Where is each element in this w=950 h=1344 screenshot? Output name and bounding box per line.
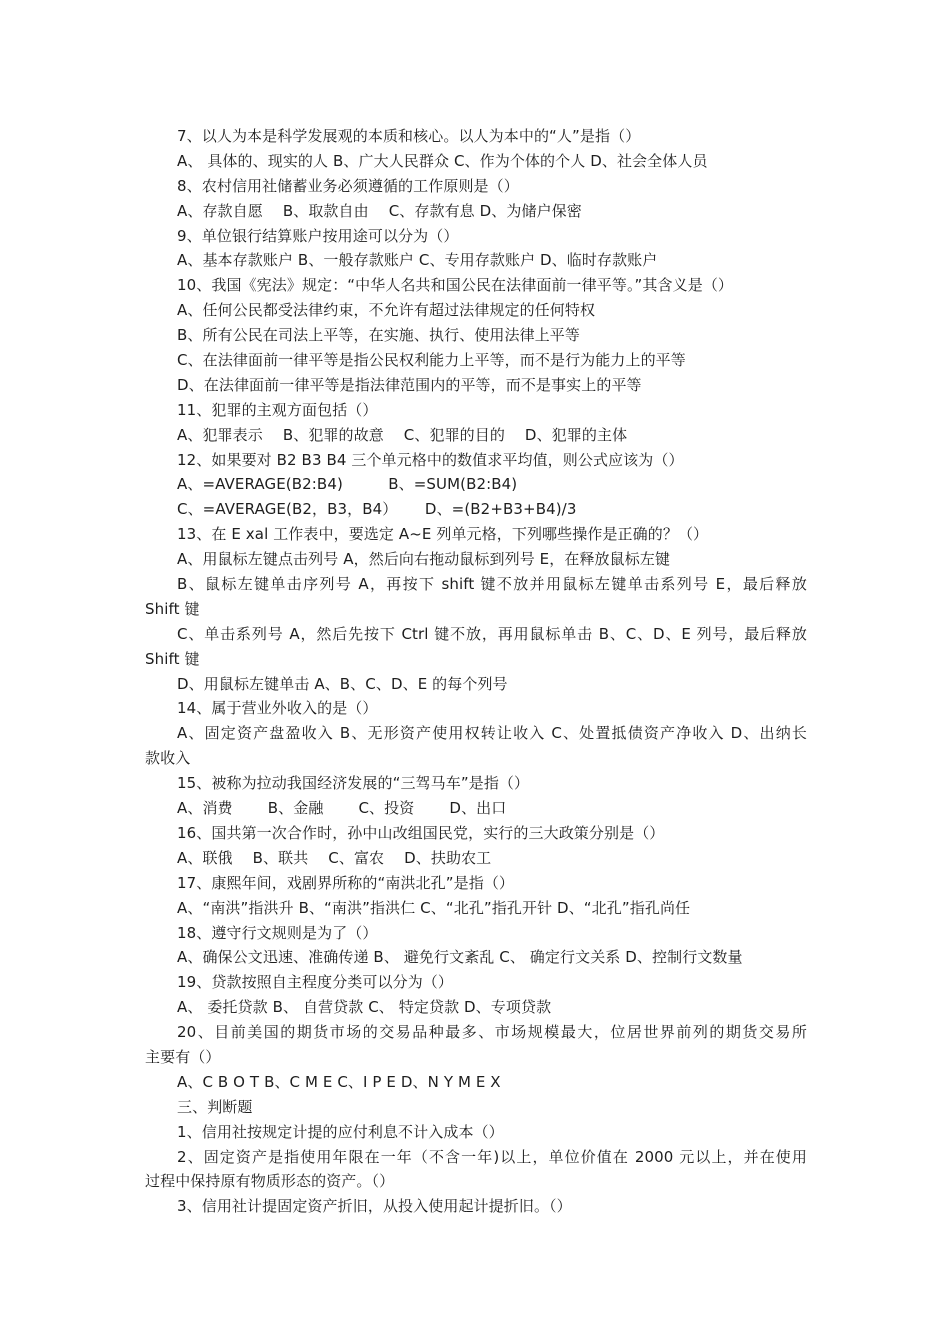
question-9: 9、单位银行结算账户按用途可以分为（）	[177, 226, 459, 245]
section-heading-judgment: 三、判断题	[177, 1097, 253, 1116]
question-20-options: A、C B O T B、C M E C、I P E D、N Y M E X	[177, 1072, 501, 1091]
question-16-options: A、联俄 B、联共 C、富农 D、扶助农工	[177, 848, 492, 867]
question-11: 11、犯罪的主观方面包括（）	[177, 400, 378, 419]
question-10: 10、我国《宪法》规定：“中华人名共和国公民在法律面前一律平等。”其含义是（）	[177, 276, 734, 295]
question-14-options-cont: 款收入	[145, 749, 191, 768]
question-14: 14、属于营业外收入的是（）	[177, 699, 378, 718]
question-7-options: A、 具体的、现实的人 B、广大人民群众 C、作为个体的个人 D、社会全体人员	[177, 151, 708, 170]
question-20: 20、目前美国的期货市场的交易品种最多、市场规模最大，位居世界前列的期货交易所	[177, 1023, 807, 1042]
question-9-options: A、基本存款账户 B、一般存款账户 C、专用存款账户 D、临时存款账户	[177, 251, 658, 270]
question-10-option-c: C、在法律面前一律平等是指公民权利能力上平等，而不是行为能力上的平等	[177, 351, 686, 370]
question-10-option-b: B、所有公民在司法上平等，在实施、执行、使用法律上平等	[177, 326, 580, 345]
question-17: 17、康熙年间，戏剧界所称的“南洪北孔”是指（）	[177, 873, 515, 892]
question-12: 12、如果要对 B2 B3 B4 三个单元格中的数值求平均值，则公式应该为（）	[177, 450, 684, 469]
question-12-options-cd: C、=AVERAGE(B2，B3，B4） D、=(B2+B3+B4)/3	[177, 500, 577, 519]
question-7: 7、以人为本是科学发展观的本质和核心。以人为本中的“人”是指（）	[177, 127, 641, 145]
question-8: 8、农村信用社储蓄业务必须遵循的工作原则是（）	[177, 176, 519, 195]
judgment-2: 2、固定资产是指使用年限在一年（不含一年)以上，单位价值在 2000 元以上，并在使用	[177, 1147, 807, 1166]
question-12-options-ab: A、=AVERAGE(B2:B4) B、=SUM(B2:B4)	[177, 475, 518, 494]
question-13-option-a: A、用鼠标左键点击列号 A，然后向右拖动鼠标到列号 E，在释放鼠标左键	[177, 550, 671, 569]
question-11-options: A、犯罪表示 B、犯罪的故意 C、犯罪的目的 D、犯罪的主体	[177, 425, 628, 444]
question-13-option-c-cont: Shift 键	[145, 649, 200, 668]
question-19-options: A、 委托贷款 B、 自营贷款 C、 特定贷款 D、专项贷款	[177, 998, 552, 1017]
question-13-option-b: B、鼠标左键单击序列号 A，再按下 shift 键不放并用鼠标左键单击系列号 E，最后释放	[177, 575, 807, 594]
judgment-3: 3、信用社计提固定资产折旧，从投入使用起计提折旧。（）	[177, 1197, 572, 1216]
question-20-cont: 主要有（）	[145, 1047, 221, 1066]
question-18: 18、遵守行文规则是为了（）	[177, 923, 378, 942]
question-13-option-c: C、单击系列号 A，然后先按下 Ctrl 键不放，再用鼠标单击 B、C、D、E 列号，最后释放	[177, 624, 807, 643]
question-18-options: A、确保公文迅速、准确传递 B、 避免行文紊乱 C、 确定行文关系 D、控制行文数量	[177, 948, 743, 967]
question-10-option-a: A、任何公民都受法律约束，不允许有超过法律规定的任何特权	[177, 301, 596, 320]
document-body	[145, 124, 807, 1219]
question-15: 15、被称为拉动我国经济发展的“三驾马车”是指（）	[177, 774, 530, 793]
question-10-option-d: D、在法律面前一律平等是指法律范围内的平等，而不是事实上的平等	[177, 375, 642, 394]
question-14-options: A、固定资产盘盈收入 B、无形资产使用权转让收入 C、处置抵债资产净收入 D、出纳长	[177, 724, 807, 743]
question-17-options: A、“南洪”指洪升 B、“南洪”指洪仁 C、“北孔”指孔开针 D、“北孔”指孔尚任	[177, 898, 691, 917]
question-13-option-b-cont: Shift 键	[145, 599, 200, 618]
question-19: 19、贷款按照自主程度分类可以分为（）	[177, 973, 453, 992]
question-16: 16、国共第一次合作时，孙中山改组国民党，实行的三大政策分别是（）	[177, 823, 665, 842]
question-8-options: A、存款自愿 B、取款自由 C、存款有息 D、为储户保密	[177, 201, 582, 220]
question-13: 13、在 E xal 工作表中，要选定 A~E 列单元格，下列哪些操作是正确的？（）	[177, 525, 709, 544]
question-15-options: A、消费 B、金融 C、投资 D、出口	[177, 799, 507, 818]
judgment-2-cont: 过程中保持原有物质形态的资产。（）	[145, 1172, 395, 1191]
question-13-option-d: D、用鼠标左键单击 A、B、C、D、E 的每个列号	[177, 674, 508, 693]
judgment-1: 1、信用社按规定计提的应付利息不计入成本（）	[177, 1122, 504, 1141]
